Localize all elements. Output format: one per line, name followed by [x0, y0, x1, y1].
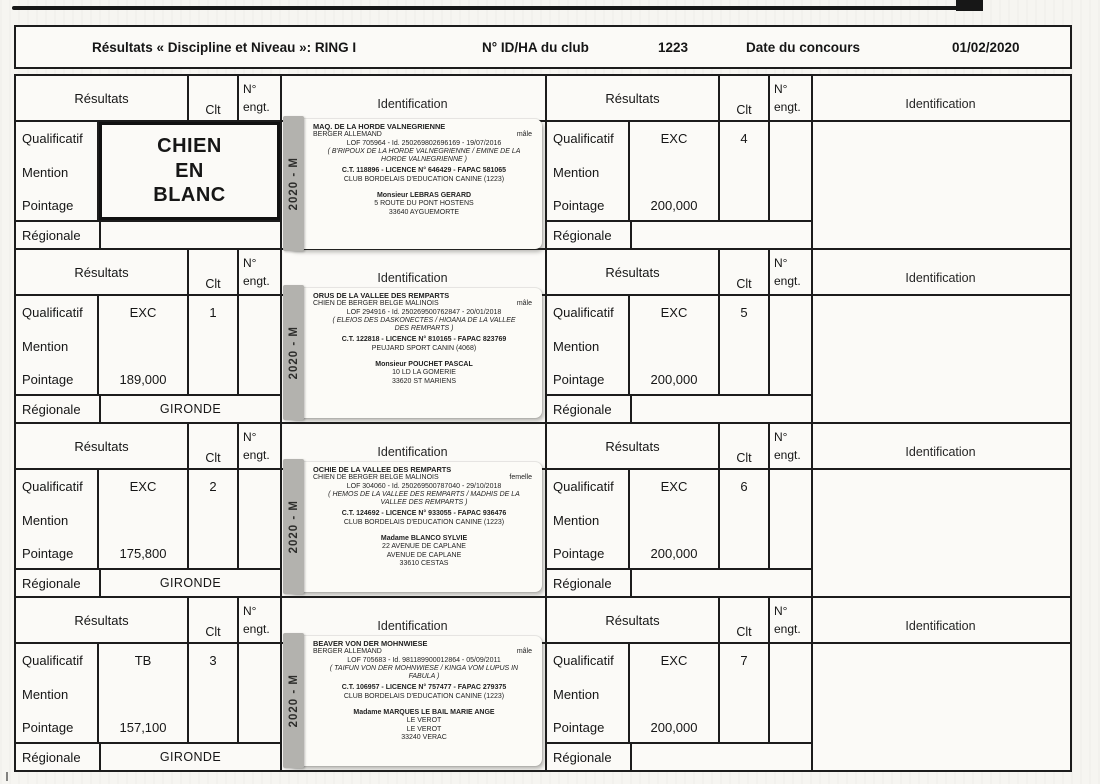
identification-header-label: Identification	[377, 619, 448, 633]
pointage-value: 189,000	[119, 372, 167, 387]
regionale-value	[630, 742, 811, 770]
dog-breed: CHIEN DE BERGER BELGE MALINOIS	[313, 300, 439, 308]
results-header-label: Résultats	[605, 438, 660, 454]
results-header-cell	[16, 598, 189, 644]
clt-header-cell	[189, 598, 239, 644]
dog-breed-line	[313, 131, 535, 139]
regionale-value	[630, 568, 811, 596]
sticker-year-text: 2020 - M	[287, 499, 300, 554]
results-header-cell	[547, 76, 720, 122]
dog-address-line: 33640 AYGUEMORTE	[388, 208, 460, 216]
dog-address-line: 10 LD LA GOMERIE	[392, 369, 456, 377]
identification-header-cell	[811, 250, 1070, 296]
result-labels-cell	[547, 470, 630, 568]
clt-header-cell	[189, 424, 239, 470]
chien-en-blanc-line: CHIEN	[157, 135, 222, 158]
result-values-cell	[630, 296, 720, 394]
result-values-cell	[99, 296, 189, 394]
results-half	[545, 598, 1070, 770]
dog-owner: Monsieur LEBRAS GERARD	[376, 192, 472, 200]
results-half	[16, 424, 545, 596]
clt-header-cell	[720, 250, 770, 296]
identification-header-label: Identification	[905, 619, 976, 633]
regionale-label-cell	[547, 568, 630, 596]
mention-label: Mention	[553, 512, 600, 528]
dog-club: CLUB BORDELAIS D'EDUCATION CANINE (1223)	[343, 175, 505, 183]
club-id-value: 1223	[658, 40, 689, 55]
dog-parents: ( TAIFUN VON DER MOHNWIESE / KINGA VOM LUPUS IN FABULA )	[329, 664, 519, 681]
clt-header-cell	[720, 76, 770, 122]
qualificatif-label: Qualificatif	[22, 131, 83, 146]
engt-label: engt.	[243, 448, 270, 462]
identification-header-label: Identification	[377, 97, 448, 111]
qualificatif-label: Qualificatif	[22, 305, 83, 320]
clt-header-label: Clt	[736, 103, 752, 117]
date-value: 01/02/2020	[952, 40, 1020, 55]
clt-header-label: Clt	[205, 103, 221, 117]
chien-en-blanc-cell	[99, 122, 280, 220]
qualificatif-label: Qualificatif	[553, 131, 614, 146]
engt-label: engt.	[774, 100, 801, 114]
dog-license-line: C.T. 124692 - LICENCE N° 933055 - FAPAC 936476	[341, 510, 507, 518]
clt-value: 6	[720, 470, 770, 568]
result-values-cell	[99, 644, 189, 742]
results-header-label: Résultats	[605, 264, 660, 280]
identification-header-label: Identification	[905, 97, 976, 111]
sticker-body	[288, 119, 542, 249]
dog-lof-line: LOF 294916 - Id. 250269500762847 - 20/01/2018	[346, 308, 502, 316]
regionale-label-cell	[16, 742, 99, 770]
engt-no-label: N°	[243, 82, 257, 96]
dog-address-line: 33240 VERAC	[401, 733, 447, 741]
identification-header-label: Identification	[905, 271, 976, 285]
dog-sex: femelle	[509, 474, 532, 482]
clt-header-cell	[189, 76, 239, 122]
pointage-label: Pointage	[22, 198, 74, 213]
clt-header-cell	[720, 598, 770, 644]
scan-artifact	[12, 6, 958, 10]
qualificatif-value: EXC	[660, 479, 688, 494]
pointage-label: Pointage	[22, 546, 74, 561]
qualificatif-value: EXC	[129, 479, 157, 494]
form-header-band	[14, 25, 1072, 69]
clt-value: 7	[720, 644, 770, 742]
results-header-label: Résultats	[74, 438, 129, 454]
regionale-value	[630, 394, 811, 422]
qualificatif-label: Qualificatif	[553, 479, 614, 494]
results-table	[14, 74, 1072, 772]
clt-value: 5	[720, 296, 770, 394]
dog-license-line: C.T. 106957 - LICENCE N° 757477 - FAPAC 279375	[341, 684, 507, 692]
pointage-value: 200,000	[650, 198, 698, 213]
engt-label: engt.	[243, 274, 270, 288]
results-half	[545, 424, 1070, 596]
result-values-cell	[630, 122, 720, 220]
regionale-value: GIRONDE	[99, 568, 280, 596]
sticker-year-strip	[283, 633, 304, 768]
qualificatif-label: Qualificatif	[553, 653, 614, 668]
sticker-year-text: 2020 - M	[287, 673, 300, 728]
engt-no-label: N°	[774, 256, 788, 270]
clt-header-label: Clt	[205, 451, 221, 465]
regionale-value: GIRONDE	[99, 394, 280, 422]
form-title: Résultats « Discipline et Niveau »: RING I	[92, 40, 357, 55]
results-header-cell	[16, 424, 189, 470]
pointage-label: Pointage	[553, 546, 605, 561]
dog-lof-line: LOF 705964 - Id. 250269802696169 - 19/07/2016	[346, 139, 502, 147]
sticker-body	[288, 636, 542, 766]
dog-lof-line: LOF 705683 - Id. 981189900012864 - 05/09/2011	[347, 656, 501, 664]
mention-label: Mention	[22, 338, 69, 354]
result-values-cell	[630, 470, 720, 568]
results-half	[16, 76, 545, 248]
result-row-block	[14, 248, 1072, 424]
regionale-label: Régionale	[22, 576, 81, 591]
dog-parents: ( HEMOS DE LA VALLEE DES REMPARTS / MADHIS DE LA VALLEE DES REMPARTS )	[328, 490, 520, 507]
dog-club: PEUJARD SPORT CANIN (4068)	[371, 344, 477, 352]
results-half	[16, 250, 545, 422]
pointage-value: 175,800	[119, 546, 167, 561]
result-labels-cell	[547, 122, 630, 220]
engt-no-label: N°	[774, 430, 788, 444]
clt-value: 3	[189, 644, 239, 742]
result-row-block	[14, 596, 1072, 772]
dog-id-sticker	[288, 636, 542, 766]
dog-address-line: 33610 CESTAS	[399, 559, 449, 567]
dog-address-line: AVENUE DE CAPLANE	[386, 551, 462, 559]
mention-label: Mention	[22, 164, 69, 180]
regionale-label-cell	[16, 568, 99, 596]
result-values-cell	[630, 644, 720, 742]
engt-label: engt.	[243, 622, 270, 636]
dog-club: CLUB BORDELAIS D'EDUCATION CANINE (1223)	[343, 692, 505, 700]
identification-header-label: Identification	[377, 445, 448, 459]
engt-label: engt.	[774, 448, 801, 462]
qualificatif-value: TB	[134, 653, 152, 668]
clt-value: 2	[189, 470, 239, 568]
dog-breed: BERGER ALLEMAND	[313, 648, 382, 656]
results-header-cell	[547, 250, 720, 296]
engt-no-label: N°	[774, 604, 788, 618]
clt-header-label: Clt	[205, 277, 221, 291]
mention-label: Mention	[22, 512, 69, 528]
engt-no-label: N°	[243, 430, 257, 444]
engt-label: engt.	[774, 274, 801, 288]
dog-address-line: 22 AVENUE DE CAPLANE	[382, 543, 466, 551]
pointage-label: Pointage	[553, 198, 605, 213]
result-labels-cell	[547, 296, 630, 394]
pointage-label: Pointage	[22, 372, 74, 387]
dog-lof-line: LOF 304060 - Id. 250269500787040 - 29/10/2018	[346, 482, 502, 490]
engt-label: engt.	[243, 100, 270, 114]
regionale-value	[99, 220, 280, 248]
identification-header-cell	[280, 76, 545, 122]
clt-value: 1	[189, 296, 239, 394]
pointage-value: 200,000	[650, 546, 698, 561]
engt-header-cell	[770, 424, 811, 470]
regionale-value	[630, 220, 811, 248]
engt-header-cell	[770, 598, 811, 644]
regionale-label: Régionale	[553, 228, 612, 243]
engt-label: engt.	[774, 622, 801, 636]
regionale-label: Régionale	[22, 402, 81, 417]
regionale-label-cell	[547, 742, 630, 770]
dog-name: ORUS DE LA VALLEE DES REMPARTS	[313, 291, 450, 300]
sticker-year-strip	[283, 459, 304, 594]
dog-parents: ( ELEIOS DES DASKONECTES / HIOANA DE LA VALLEE DES REMPARTS )	[332, 316, 516, 333]
chien-en-blanc-line: BLANC	[153, 184, 226, 207]
dog-sex: mâle	[516, 300, 532, 308]
regionale-label: Régionale	[22, 228, 81, 243]
qualificatif-value: EXC	[660, 131, 688, 146]
mention-label: Mention	[553, 164, 600, 180]
scan-artifact	[6, 772, 8, 781]
dog-breed: BERGER ALLEMAND	[313, 131, 382, 139]
result-values-cell	[99, 470, 189, 568]
regionale-value: GIRONDE	[99, 742, 280, 770]
dog-owner: Madame BLANCO SYLVIE	[380, 535, 468, 543]
results-header-label: Résultats	[74, 264, 129, 280]
dog-breed-line	[313, 300, 535, 308]
engt-header-cell	[770, 250, 811, 296]
club-id-label: N° ID/HA du club	[482, 40, 589, 55]
identification-header-cell	[811, 424, 1070, 470]
dog-name: MAQ. DE LA HORDE VALNEGRIENNE	[313, 122, 446, 131]
dog-club: CLUB BORDELAIS D'EDUCATION CANINE (1223)	[343, 518, 505, 526]
result-row-block	[14, 74, 1072, 250]
engt-no-label: N°	[243, 604, 257, 618]
engt-header-cell	[239, 250, 280, 296]
identification-header-cell	[811, 598, 1070, 644]
engt-header-cell	[239, 76, 280, 122]
results-header-label: Résultats	[605, 90, 660, 106]
identification-header-label: Identification	[905, 445, 976, 459]
qualificatif-value: EXC	[660, 653, 688, 668]
qualificatif-value: EXC	[129, 305, 157, 320]
dog-address-line: 33620 ST MARIENS	[391, 377, 457, 385]
results-half	[545, 76, 1070, 248]
qualificatif-label: Qualificatif	[553, 305, 614, 320]
regionale-label-cell	[547, 394, 630, 422]
date-label: Date du concours	[746, 40, 861, 55]
clt-header-label: Clt	[736, 451, 752, 465]
dog-name: OCHIE DE LA VALLEE DES REMPARTS	[313, 465, 452, 474]
sticker-body	[288, 462, 542, 592]
result-row-block	[14, 422, 1072, 598]
mention-label: Mention	[553, 338, 600, 354]
pointage-label: Pointage	[22, 720, 74, 735]
clt-header-cell	[189, 250, 239, 296]
sticker-body	[288, 288, 542, 418]
dog-parents: ( B'RIPOUX DE LA HORDE VALNEGRIENNE / EMINE DE LA HORDE VALNEGRIENNE )	[327, 147, 521, 164]
sticker-year-text: 2020 - M	[287, 156, 300, 211]
qualificatif-label: Qualificatif	[22, 479, 83, 494]
qualificatif-value: EXC	[660, 305, 688, 320]
dog-owner: Monsieur POUCHET PASCAL	[375, 361, 473, 369]
result-labels-cell	[16, 470, 99, 568]
mention-label: Mention	[22, 686, 69, 702]
results-header-label: Résultats	[605, 612, 660, 628]
dog-id-sticker	[288, 462, 542, 592]
engt-header-cell	[239, 424, 280, 470]
dog-id-sticker	[288, 288, 542, 418]
dog-sex: mâle	[516, 131, 532, 139]
sticker-year-strip	[283, 285, 304, 420]
result-labels-cell	[16, 644, 99, 742]
results-header-label: Résultats	[74, 612, 129, 628]
dog-address-line: LE VEROT	[406, 725, 442, 733]
scan-artifact	[956, 0, 983, 11]
regionale-label-cell	[16, 220, 99, 248]
regionale-label: Régionale	[553, 402, 612, 417]
engt-header-cell	[239, 598, 280, 644]
dog-license-line: C.T. 118896 - LICENCE N° 646429 - FAPAC 581065	[341, 167, 507, 175]
result-labels-cell	[16, 296, 99, 394]
dog-breed-line	[313, 648, 535, 656]
regionale-label: Régionale	[22, 750, 81, 765]
qualificatif-label: Qualificatif	[22, 653, 83, 668]
engt-header-cell	[770, 76, 811, 122]
clt-header-cell	[720, 424, 770, 470]
clt-header-label: Clt	[736, 625, 752, 639]
dog-breed: CHIEN DE BERGER BELGE MALINOIS	[313, 474, 439, 482]
regionale-label-cell	[547, 220, 630, 248]
results-header-label: Résultats	[74, 90, 129, 106]
regionale-label: Régionale	[553, 576, 612, 591]
engt-no-label: N°	[243, 256, 257, 270]
dog-license-line: C.T. 122818 - LICENCE N° 810165 - FAPAC 823769	[341, 336, 507, 344]
pointage-label: Pointage	[553, 372, 605, 387]
results-header-cell	[547, 424, 720, 470]
dog-id-sticker	[288, 119, 542, 249]
sticker-year-strip	[283, 116, 304, 251]
pointage-label: Pointage	[553, 720, 605, 735]
dog-name: BEAVER VON DER MOHNWIESE	[313, 639, 428, 648]
dog-sex: mâle	[516, 648, 532, 656]
sticker-year-text: 2020 - M	[287, 325, 300, 380]
result-labels-cell	[547, 644, 630, 742]
identification-header-label: Identification	[377, 271, 448, 285]
clt-value: 4	[720, 122, 770, 220]
regionale-label-cell	[16, 394, 99, 422]
pointage-value: 200,000	[650, 720, 698, 735]
engt-no-label: N°	[774, 82, 788, 96]
dog-address-line: LE VEROT	[406, 717, 442, 725]
results-header-cell	[16, 250, 189, 296]
pointage-value: 157,100	[119, 720, 167, 735]
chien-en-blanc-line: EN	[175, 159, 204, 182]
dog-address-line: 5 ROUTE DU PONT HOSTENS	[374, 200, 474, 208]
regionale-label: Régionale	[553, 750, 612, 765]
identification-header-cell	[811, 76, 1070, 122]
mention-label: Mention	[553, 686, 600, 702]
dog-breed-line	[313, 474, 535, 482]
pointage-value: 200,000	[650, 372, 698, 387]
results-half	[545, 250, 1070, 422]
results-header-cell	[16, 76, 189, 122]
result-labels-cell	[16, 122, 99, 220]
results-header-cell	[547, 598, 720, 644]
clt-header-label: Clt	[205, 625, 221, 639]
dog-owner: Madame MARQUES LE BAIL MARIE ANGE	[353, 709, 495, 717]
results-half	[16, 598, 545, 770]
clt-header-label: Clt	[736, 277, 752, 291]
